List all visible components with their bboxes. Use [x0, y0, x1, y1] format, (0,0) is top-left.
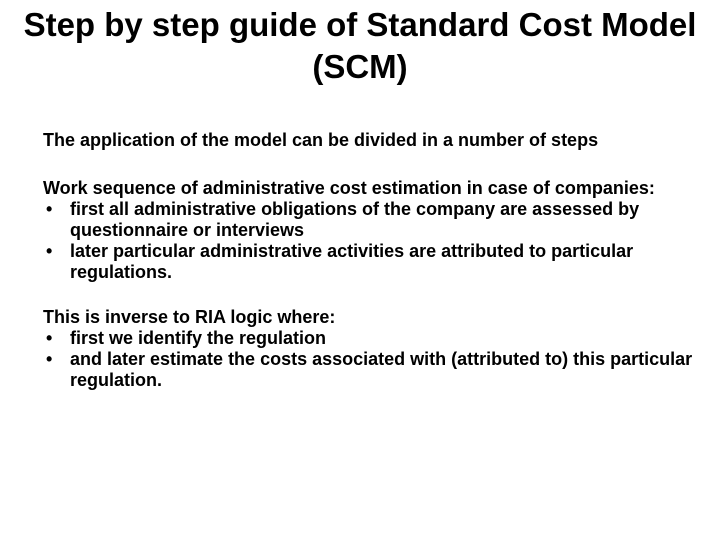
- ria-logic-list: [43, 328, 693, 391]
- intro-paragraph: The application of the model can be divided in a number of steps: [43, 130, 599, 150]
- list-item: [43, 328, 693, 349]
- work-sequence-lead: Work sequence of administrative cost estimation in case of companies:: [43, 178, 655, 198]
- ria-logic-lead: This is inverse to RIA logic where:: [43, 307, 336, 327]
- ria-logic-section: [43, 307, 693, 391]
- list-item: [43, 349, 693, 391]
- list-item-text: first we identify the regulation: [70, 328, 327, 348]
- list-item: [43, 199, 693, 241]
- slide-body: [43, 128, 693, 415]
- work-sequence-list: [43, 199, 693, 283]
- bullet-icon: •: [46, 328, 53, 348]
- slide-title: Step by step guide of Standard Cost Model (SCM): [23, 6, 697, 85]
- bullet-icon: •: [46, 349, 53, 369]
- list-item-text: and later estimate the costs associated with (attributed to) this particular regulation.: [70, 349, 693, 390]
- work-sequence-section: [43, 178, 693, 283]
- list-item-text: later particular administrative activities are attributed to particular regulations.: [70, 241, 634, 282]
- bullet-icon: •: [46, 199, 53, 219]
- list-item-text: first all administrative obligations of the company are assessed by questionnaire or interviews: [70, 199, 640, 240]
- bullet-icon: •: [46, 241, 53, 261]
- list-item: [43, 241, 693, 283]
